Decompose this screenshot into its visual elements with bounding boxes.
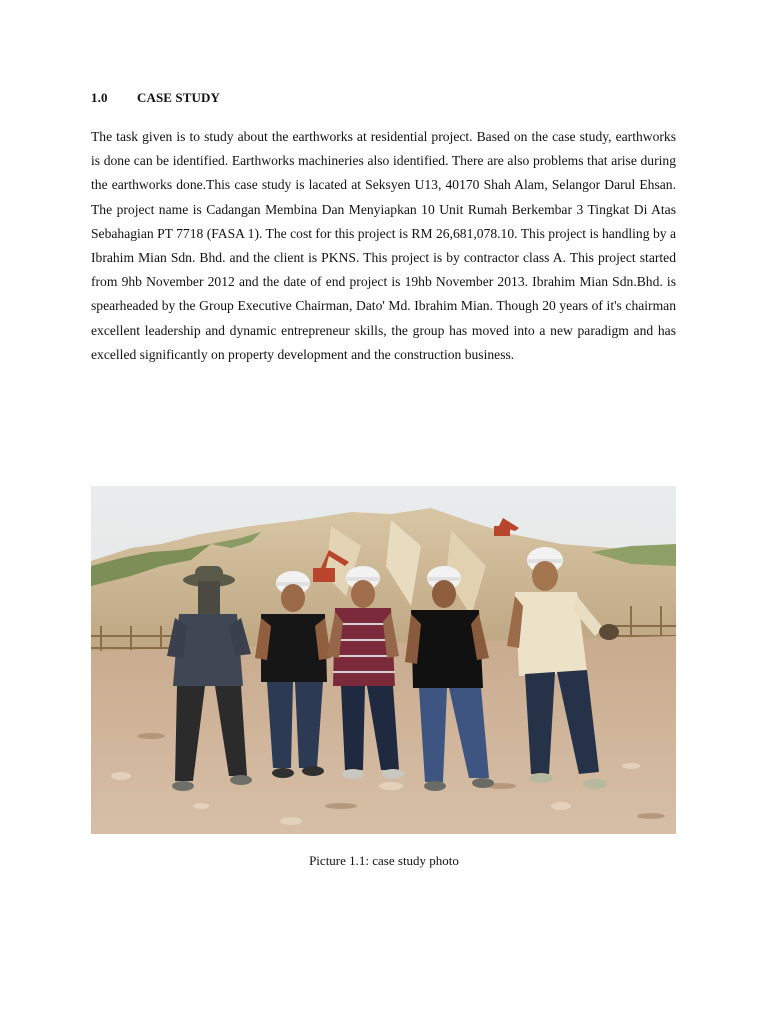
section-title: CASE STUDY [137, 90, 220, 105]
case-study-paragraph: The task given is to study about the earthworks at residential project. Based on the case study, earthworks is done can be identified. Earthworks machineries also identified. There are also problems that arise during the earthworks done.This case study is lacated at Seksyen U13, 40170 Shah Alam, Selangor Darul Ehsan. The project name is Cadangan Membina Dan Menyiapkan 10 Unit Rumah Berkembar 3 Tingkat Di Atas Sebahagian PT 7718 (FASA 1). The cost for this project is RM 26,681,078.10. This project is handling by a Ibrahim Mian Sdn. Bhd. and the client is PKNS. This project is by contractor class A. This project started from 9hb November 2012 and the date of end project is 19hb November 2013. Ibrahim Mian Sdn.Bhd. is spearheaded by the Group Executive Chairman, Dato' Md. Ibrahim Mian. Though 20 years of it's chairman excellent leadership and dynamic entrepreneur skills, the group has moved into a new paradigm and has excelled significantly on property development and the construction business. [91, 129, 676, 362]
section-heading [91, 90, 220, 106]
figure-caption: Picture 1.1: case study photo [309, 853, 459, 868]
case-study-photo [91, 486, 676, 834]
section-number: 1.0 [91, 90, 108, 105]
